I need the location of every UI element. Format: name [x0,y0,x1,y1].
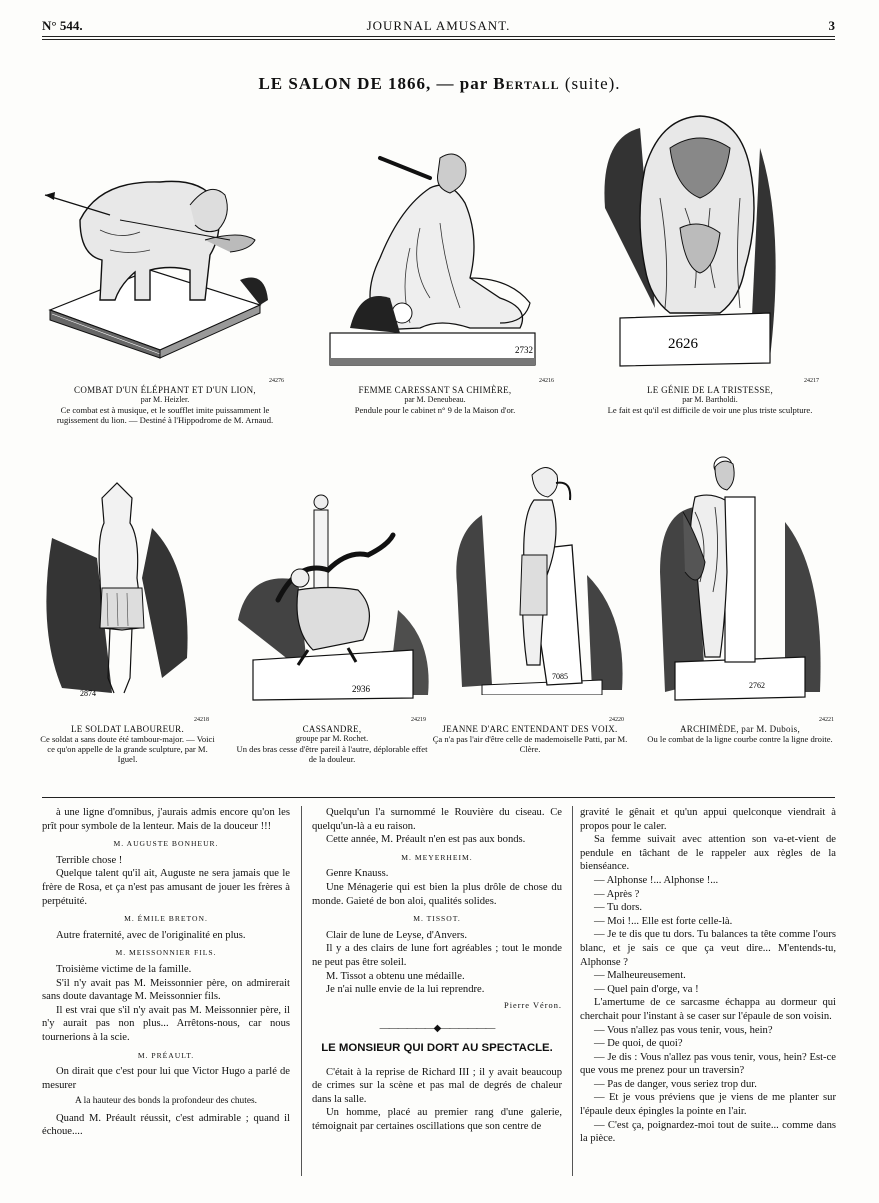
paragraph: On dirait que c'est pour lui que Victor Hugo a parlé de mesurer [42,1066,290,1091]
section-heading: M. TISSOT. [413,914,461,924]
paragraph: — Je dis : Vous n'allez pas vous tenir, vous, hein? Est-ce que vous me prenez pour un traversin? [580,1051,836,1077]
figure-femme-chimere [320,148,550,373]
paragraph: Quelque talent qu'il ait, Auguste ne sera jamais que le frère de Rosa, et ça n'est pas amusant de jouer les frères à perpétuité. [42,868,290,907]
section-heading: M. PRÉAULT. [137,1050,195,1060]
figure-elephant-lion [40,160,270,360]
caption-figure-7 [640,717,840,744]
engraving-elephant-lion [40,160,270,360]
article-title [0,74,879,94]
caption-figure-4 [40,717,215,764]
paragraph: — Et je vous préviens que je viens de me planter sur l'épaule deux épingles la pointe en l'air. [580,1092,836,1118]
paragraph: Autre fraternité, avec de l'originalité en plus. [56,929,246,941]
engraving-femme-chimere [320,148,550,373]
paragraph: — Quel pain d'orge, va ! [594,983,699,995]
engraving-cassandre [238,470,438,705]
verse-quote: A la hauteur des bonds la profondeur des chutes. [75,1096,257,1107]
figure-number: 24219 [411,717,426,723]
section-heading: M. MEYERHEIM. [401,852,473,862]
plinth-number: 7085 [552,672,568,681]
paragraph: Quelqu'un l'a surnommé le Rouvière du ciseau. Ce quelqu'un-là a eu raison. [312,807,562,832]
figure-desc: Ce combat est à musique, et le soufflet imite puissamment le rugissement du lion. — Destiné à l'Hippodrome de M. Arnaud. [56,405,274,425]
figure-desc: Ou le combat de la ligne courbe contre la ligne droite. [647,734,833,744]
paragraph: Quand M. Préault réussit, c'est admirable ; quand il échoue.... [42,1112,290,1138]
header-rule-2 [42,39,835,40]
figure-number: 24221 [819,717,834,723]
figure-desc: Ce soldat a sans doute été tambour-major. — Voici ce qu'on appelle de la grande sculpture, par M. Iguel. [40,734,215,764]
caption-figure-1 [40,378,290,425]
figure-author: par M. Heizler. [140,395,190,404]
paragraph: — Pas de danger, vous seriez trop dur. [594,1078,757,1090]
header-rule [42,36,835,37]
title-suite: (suite). [564,74,621,93]
figure-desc: Un des bras cesse d'être pareil à l'autre, déplorable effet de la douleur. [236,744,428,764]
ornament-divider: ——————◆—————— [379,1023,495,1035]
paragraph: — Après ? [594,888,640,900]
figure-title: FEMME CARESSANT SA CHIMÈRE, [358,385,512,395]
engraving-soldat-laboureur [42,478,202,703]
figure-author: par M. Deneubeau. [404,395,466,404]
figure-desc: Pendule pour le cabinet n° 9 de la Maison d'or. [354,405,516,415]
plinth-number: 2626 [668,336,698,352]
figure-number: 24220 [609,717,624,723]
paragraph: Cette année, M. Préault n'en est pas aux bonds. [326,834,526,846]
figure-archimede [655,452,825,702]
paragraph: — De quoi, de quoi? [594,1038,683,1050]
page-number: 3 [828,18,835,33]
paragraph: M. Tissot a obtenu une médaille. [326,970,465,982]
engraving-jeanne-arc [452,455,632,695]
plinth-number: 2874 [80,689,96,698]
section-heading: M. MEISSONNIER FILS. [115,948,217,958]
figure-soldat-laboureur [42,478,202,703]
paragraph: Un homme, placé au premier rang d'une galerie, témoignait par certaines oscillations que son centre de [312,1107,562,1132]
figure-author: groupe par M. Rochet. [295,734,369,743]
paragraph: — Alphonse !... Alphonse !... [594,874,719,886]
journal-name: JOURNAL AMUSANT. [366,18,511,33]
paragraph: Troisième victime de la famille. [56,963,192,975]
paragraph: Une Ménagerie qui est bien la plus drôle de chose du monde. Gaieté de bon aloi, qualités solides. [312,881,562,907]
paragraph: Il est vrai que s'il n'y avait pas M. Meissonnier père, il n'y aurait pas non plus... Arrêtons-nous, car nous tournerions à la scie. [42,1004,290,1043]
figure-title: COMBAT D'UN ÉLÉPHANT ET D'UN LION, [74,385,256,395]
figure-desc: Le fait est qu'il est difficile de voir une plus triste sculpture. [607,405,813,415]
figure-title: CASSANDRE, [302,724,362,734]
paragraph: Je n'ai nulle envie de la lui reprendre. [326,984,485,996]
paragraph: Sa femme suivait avec attention son va-et-vient de pendule en tâchant de le rappeler aux règles de la bienséance. [580,834,836,873]
section-heading: M. AUGUSTE BONHEUR. [113,839,219,849]
paragraph: — Je te dis que tu dors. Tu balances ta tête comme l'ours blanc, et je sais ce que ça veut dire... M'entends-tu, Alphonse ? [580,929,836,968]
plinth-number: 2762 [749,681,765,690]
paragraph: — Malheureusement. [594,970,686,982]
article-heading: LE MONSIEUR QUI DORT AU SPECTACLE. [321,1041,553,1054]
figure-title: JEANNE D'ARC ENTENDANT DES VOIX. [442,724,618,734]
section-rule [42,797,835,798]
caption-figure-6 [430,717,630,754]
plinth-number: 2732 [515,345,533,355]
paragraph: — Tu dors. [594,902,642,914]
paragraph: — Moi !... Elle est forte celle-là. [594,915,733,927]
paragraph: S'il n'y avait pas M. Meissonnier père, on admirerait sans doute davantage M. Meissonnier fils. [42,977,290,1003]
figure-title: LE GÉNIE DE LA TRISTESSE, [646,385,774,395]
paragraph: L'amertume de ce sarcasme échappa au dormeur qui cherchait pour l'instant à se caser sur l'épaule de son voisin. [580,997,836,1022]
figure-desc: Ça n'a pas l'air d'être celle de mademoiselle Patti, par M. Clère. [432,734,628,754]
signature: Pierre Véron. [504,1000,562,1010]
issue-number: N° 544. [42,18,83,33]
paragraph: Terrible chose ! [56,854,123,866]
figure-title: LE SOLDAT LABOUREUR. [70,724,185,734]
caption-figure-3 [595,378,825,415]
figure-title: ARCHIMÈDE, par M. Dubois, [680,724,800,734]
paragraph: Genre Knauss. [326,868,389,880]
caption-figure-5 [232,717,432,764]
paragraph: gravité le gênait et qu'un appui quelconque viendrait à propos pour le caler. [580,807,836,832]
figure-number: 24217 [804,378,819,384]
figure-number: 24216 [539,378,554,384]
text-column-1 [42,806,290,1139]
engraving-genie-tristesse [600,108,790,368]
paragraph: — C'est ça, poignardez-moi tout de suite... comme dans la pièce. [580,1119,836,1145]
caption-figure-2 [310,378,560,415]
paragraph: Il y a des clairs de lune fort agréables ; tout le monde ne peut pas être soleil. [312,943,562,968]
title-main: LE SALON DE 1866, — par [258,74,488,93]
running-head [42,14,835,36]
column-rule-2 [572,806,573,1176]
figure-genie-tristesse [600,108,790,368]
paragraph: C'était à la reprise de Richard III ; il y avait beaucoup de crimes sur la scène et pas mal de degrés de chaleur dans la salle. [312,1066,562,1105]
paragraph: Clair de lune de Leyse, d'Anvers. [326,929,468,941]
plinth-number: 2936 [352,684,370,694]
text-column-2 [312,806,562,1133]
paragraph: à une ligne d'omnibus, j'aurais admis encore qu'on les prît pour symbole de la lenteur. Mais de la douceur !!! [42,807,290,832]
section-heading: M. ÉMILE BRETON. [124,914,208,924]
title-author: Bertall [493,74,560,93]
figure-author: par M. Bartholdi. [682,395,738,404]
figure-cassandre [238,470,438,705]
text-column-3 [580,806,836,1146]
figure-number: 24218 [194,717,209,723]
figure-number: 24276 [269,378,284,384]
engraving-archimede [655,452,825,702]
figure-jeanne-arc [452,455,632,695]
column-rule-1 [301,806,302,1176]
paragraph: — Vous n'allez pas vous tenir, vous, hein? [594,1024,773,1036]
